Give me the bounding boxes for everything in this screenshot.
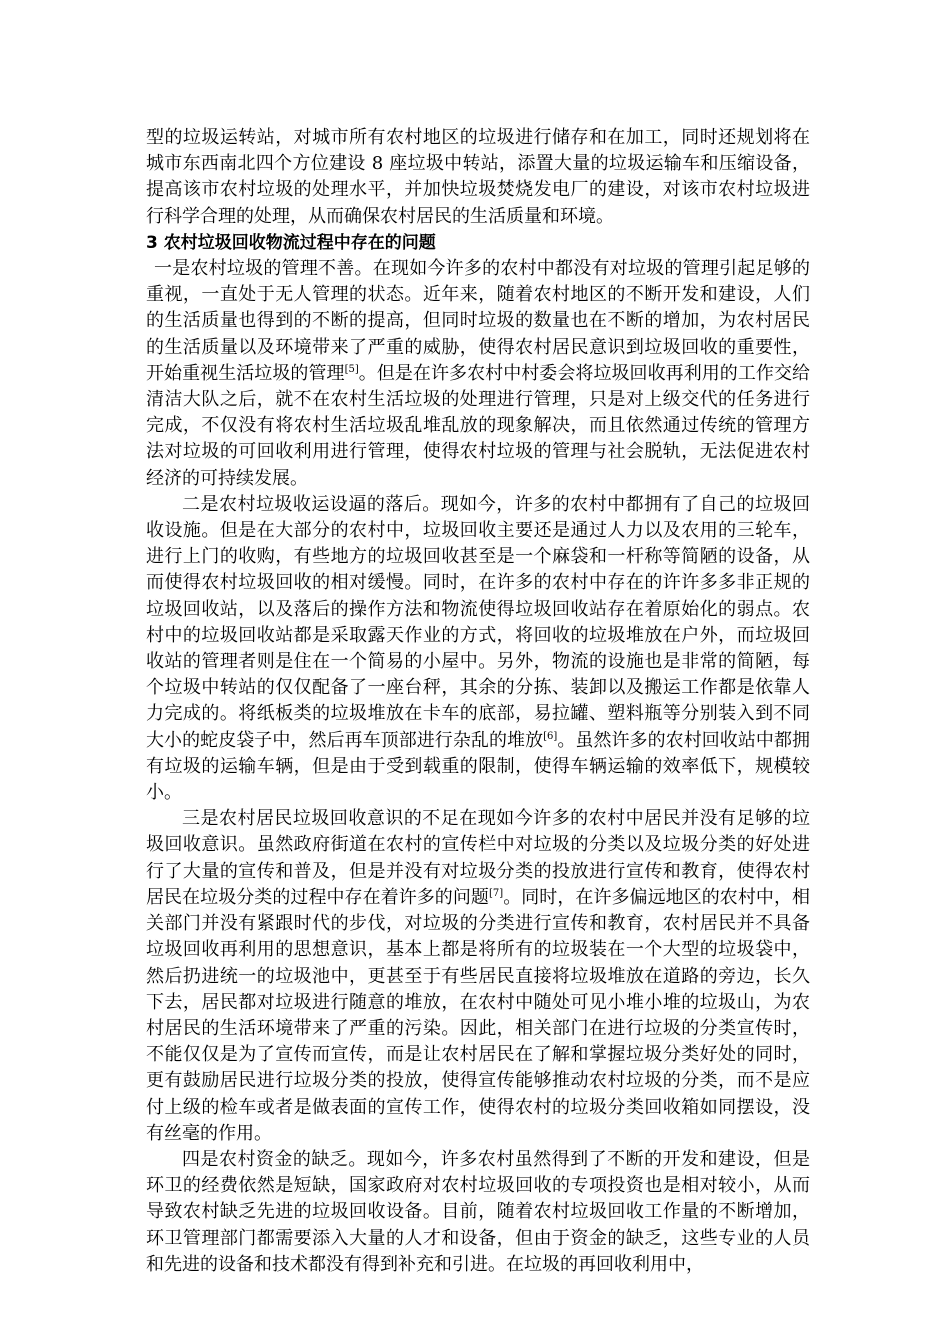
intro-text: 型的垃圾运转站，对城市所有农村地区的垃圾进行储存和在加工，同时还规划将在城市东西南北四个方位建设 8 座垃圾中转站，添置大量的垃圾运输车和压缩设备，提高该市农村垃圾的处理水平，并加快垃圾焚烧发电厂的建设，对该市农村垃圾进行科学合理的处理，从而确保农村居民的生活质量和环境。 (146, 127, 810, 227)
paragraph-awareness-text-b: 。同时，在许多偏远地区的农村中，相关部门并没有紧跟时代的步伐，对垃圾的分类进行宣传和教育，农村居民并不具备垃圾回收再利用的思想意识，基本上都是将所有的垃圾装在一个大型的垃圾袋中，然后扔进统一的垃圾池中，更甚至于有些居民直接将垃圾堆放在道路的旁边，长久下去，居民都对垃圾进行随意的堆放，在农村中随处可见小堆小堆的垃圾山，为农村居民的生活环境带来了严重的污染。因此，相关部门在进行垃圾的分类宣传时，不能仅仅是为了宣传而宣传，而是让农村居民在了解和掌握垃圾分类好处的同时，更有鼓励居民进行垃圾分类的投放，使得宣传能够推动农村垃圾的分类，而不是应付上级的检车或者是做表面的宣传工作，使得农村的垃圾分类回收箱如同摆设，没有丝毫的作用。 (146, 886, 811, 1144)
citation-ref-5: [5] (344, 363, 359, 375)
paragraph-awareness (146, 806, 810, 1147)
section-heading: 3 农村垃圾回收物流过程中存在的问题 (146, 232, 436, 253)
citation-ref-6: [6] (543, 730, 558, 742)
paragraph-management-text-a: 一是农村垃圾的管理不善。在现如今许多的农村中都没有对垃圾的管理引起足够的重视，一直处于无人管理的状态。近年来，随着农村地区的不断开发和建设，人们的生活质量也得到的不断的提高，但同时垃圾的数量也在不断的增加，为农村居民的生活质量以及环境带来了严重的威胁，使得农村居民意识到垃圾回收的重要性，开始重视生活垃圾的管理 (146, 258, 810, 384)
paragraph-facilities-text-b: 。虽然许多的农村回收站中都拥有垃圾的运输车辆，但是由于受到载重的限制，使得车辆运输的效率低下，规模较小。 (146, 729, 811, 804)
paragraph-awareness-text-a: 三是农村居民垃圾回收意识的不足在现如今许多的农村中居民并没有足够的垃圾回收意识。虽然政府街道在农村的宣传栏中对垃圾的分类以及垃圾分类的好处进行了大量的宣传和普及，但是并没有对垃圾分类的投放进行宣传和教育，使得农村居民在垃圾分类的过程中存在着许多的问题 (146, 808, 810, 908)
document-page (146, 125, 810, 1278)
paragraph-funding (146, 1147, 810, 1278)
paragraph-management-text-b: 。但是在许多农村中村委会将垃圾回收再利用的工作交给清洁大队之后，就不在农村生活垃圾的处理进行管理，只是对上级交代的任务进行完成，不仅没有将农村生活垃圾乱堆乱放的现象解决，而且依然通过传统的管理方法对垃圾的可回收利用进行管理，使得农村垃圾的管理与社会脱轨，无法促进农村经济的可持续发展。 (146, 362, 811, 489)
paragraph-funding-text: 四是农村资金的缺乏。现如今，许多农村虽然得到了不断的开发和建设，但是环卫的经费依然是短缺，国家政府对农村垃圾回收的专项投资也是相对较小，从而导致农村缺乏先进的垃圾回收设备。目前，随着农村垃圾回收工作量的不断增加，环卫管理部门都需要添入大量的人才和设备，但由于资金的缺乏，这些专业的人员和先进的设备和技术都没有得到补充和引进。在垃圾的再回收利用中， (146, 1148, 810, 1275)
paragraph-management (146, 256, 810, 492)
intro-paragraph (146, 125, 810, 230)
citation-ref-7: [7] (488, 887, 504, 899)
paragraph-facilities-text-a: 二是农村垃圾收运设逼的落后。现如今，许多的农村中都拥有了自己的垃圾回收设施。但是在大部分的农村中，垃圾回收主要还是通过人力以及农用的三轮车，进行上门的收购，有些地方的垃圾回收甚至是一个麻袋和一杆称等简陋的设备，从而使得农村垃圾回收的相对缓慢。同时，在许多的农村中存在的许许多多非正规的垃圾回收站，以及落后的操作方法和物流使得垃圾回收站存在着原始化的弱点。农村中的垃圾回收站都是采取露天作业的方式，将回收的垃圾堆放在户外，而垃圾回收站的管理者则是住在一个简易的小屋中。另外，物流的设施也是非常的简陋，每个垃圾中转站的仅仅配备了一座台秤，其余的分拣、装卸以及搬运工作都是依靠人力完成的。将纸板类的垃圾堆放在卡车的底部，易拉罐、塑料瓶等分别装入到不同大小的蛇皮袋子中，然后再车顶部进行杂乱的堆放 (146, 493, 810, 751)
paragraph-facilities (146, 492, 810, 806)
